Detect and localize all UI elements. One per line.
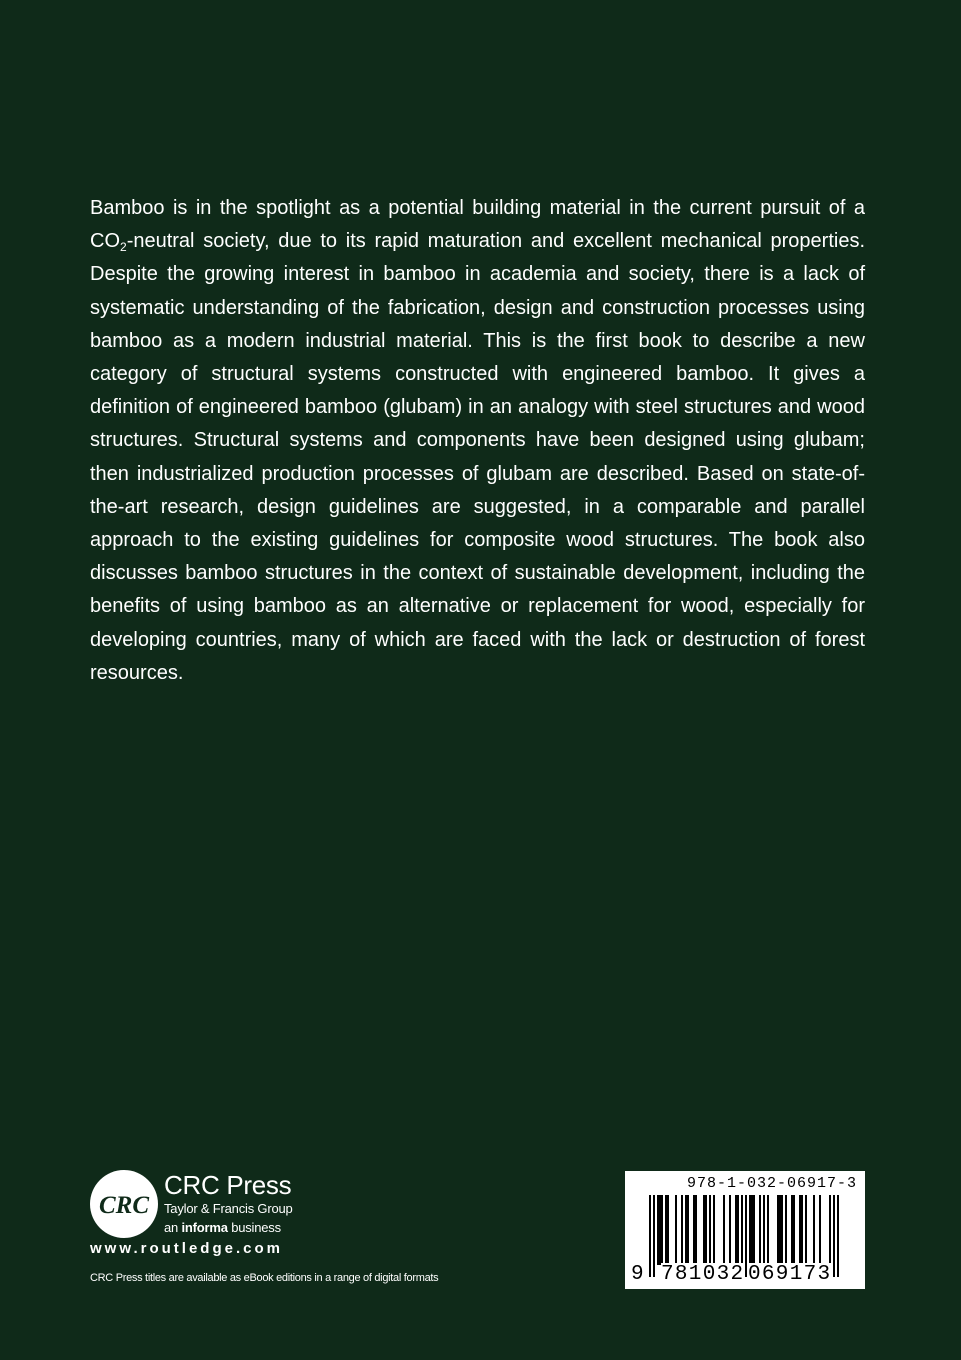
publisher-url[interactable]: www.routledge.com: [90, 1240, 283, 1257]
informa-prefix: an: [164, 1220, 179, 1235]
barcode-bar: [751, 1195, 753, 1265]
barcode-bar: [709, 1195, 711, 1265]
barcode-digit-first: 9: [631, 1263, 644, 1286]
barcode-bar: [661, 1195, 663, 1265]
barcode-bar: [791, 1195, 793, 1265]
co2-subscript: 2: [120, 240, 127, 255]
barcode-bar: [759, 1195, 761, 1265]
informa-bold: informa: [181, 1220, 228, 1235]
isbn-barcode: [625, 1171, 865, 1289]
barcode-bar: [777, 1195, 779, 1265]
barcode-bar: [799, 1195, 801, 1265]
publisher-name: CRC Press: [164, 1170, 292, 1200]
barcode-bar: [659, 1195, 661, 1265]
barcode-bar: [767, 1195, 769, 1265]
barcode-bar: [829, 1195, 831, 1265]
barcode-bar: [675, 1195, 677, 1265]
barcode-bar: [667, 1195, 669, 1265]
informa-suffix: business: [231, 1220, 281, 1235]
crc-logo-lettering: CRC: [98, 1192, 150, 1219]
barcode-bar: [737, 1195, 739, 1265]
barcode-bar: [693, 1195, 695, 1265]
blurb-text-rest: -neutral society, due to its rapid maturation and excellent mechanical properties. Despite the growing interest in bamboo in academia and society, there is a lack of systematic understanding of the fabrication, design and construction processes using bamboo as a modern industrial material. This is the first book to describe a new category of structural systems constructed with engineered bamboo. It gives a definition of engineered bamboo (glubam) in an analogy with steel structures and wood structures. Structural systems and components have been designed using glubam; then industrialized production processes of glubam are described. Based on state-of-the-art research, design guidelines are suggested, in a comparable and parallel approach to the existing guidelines for composite wood structures. The book also discusses bamboo structures in the context of sustainable development, including the benefits of using bamboo as an alternative or replacement for wood, especially for developing countries, many of which are faced with the lack or destruction of forest resources.: [90, 230, 865, 684]
barcode-digits-left: 781032: [661, 1263, 745, 1286]
barcode-digits-right: 069173: [748, 1263, 832, 1286]
barcode-bar: [749, 1195, 751, 1265]
barcode-bar: [695, 1195, 697, 1265]
barcode-bar: [785, 1195, 787, 1265]
barcode-bar: [657, 1195, 659, 1265]
barcode-bar: [681, 1195, 683, 1265]
barcode-bar: [685, 1195, 687, 1265]
publisher-block: [88, 1164, 508, 1324]
barcode-bar: [729, 1195, 731, 1265]
publisher-group: Taylor & Francis Group: [164, 1201, 293, 1216]
blurb-text-start: Bamboo is in the spotlight as a potential building material in the current pursuit of a CO: [90, 197, 865, 253]
barcode-bar: [793, 1195, 795, 1265]
barcode-bar: [723, 1195, 725, 1265]
barcode-bar: [801, 1195, 803, 1265]
publisher-informa-line: [164, 1220, 281, 1236]
barcode-bar: [703, 1195, 705, 1265]
barcode-bar: [705, 1195, 707, 1265]
barcode-bar: [813, 1195, 815, 1265]
barcode-bar: [713, 1195, 715, 1265]
barcode-digits: [625, 1263, 865, 1287]
barcode-bar: [665, 1195, 667, 1265]
barcode-bar: [687, 1195, 689, 1265]
barcode-bar: [779, 1195, 781, 1265]
isbn-label: 978-1-032-06917-3: [686, 1175, 857, 1192]
barcode-bar: [781, 1195, 783, 1265]
barcode-bar: [819, 1195, 821, 1265]
barcode-bar: [763, 1195, 765, 1265]
ebook-availability-note: CRC Press titles are available as eBook editions in a range of digital formats: [90, 1272, 439, 1284]
back-cover-description: [90, 192, 865, 690]
barcode-bar: [735, 1195, 737, 1265]
crc-logo-icon: [88, 1168, 160, 1240]
barcode-bar: [805, 1195, 807, 1265]
barcode-bar: [753, 1195, 755, 1265]
